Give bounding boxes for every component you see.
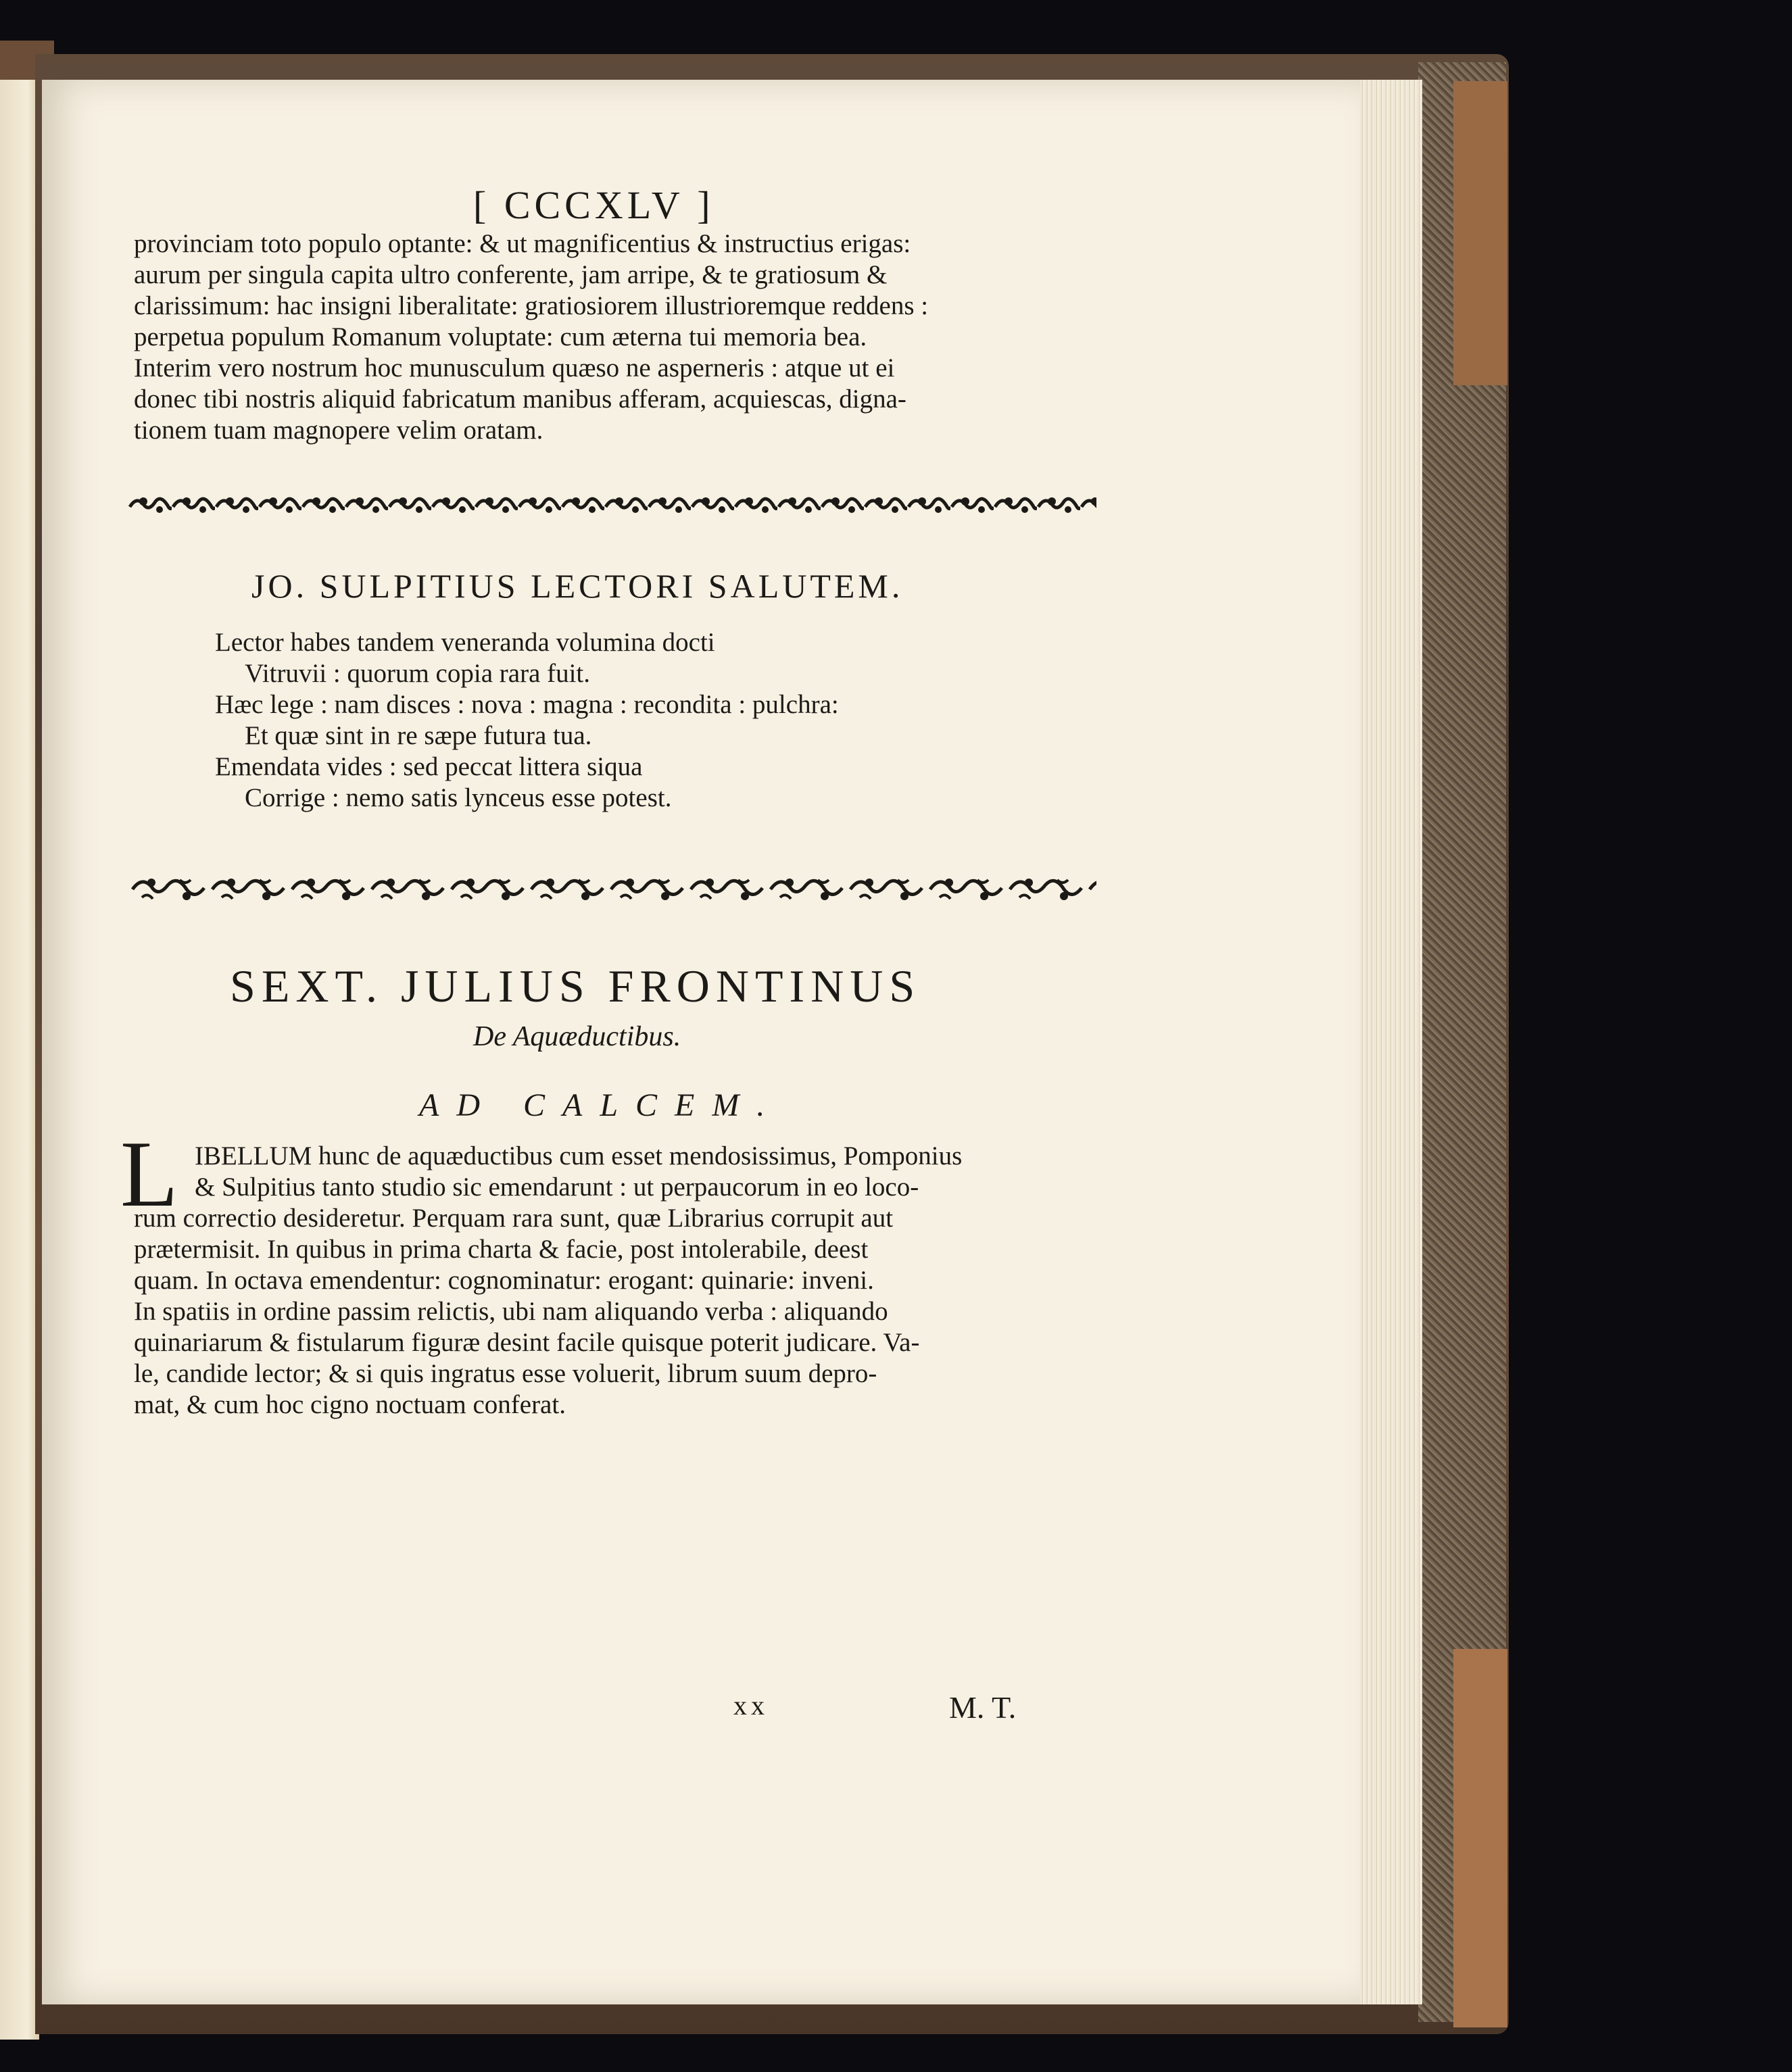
work-title: SEXT. JULIUS FRONTINUS: [230, 960, 921, 1012]
poem-line: Lector habes tandem veneranda volumina docti: [215, 628, 715, 657]
leather-corner-top: [1453, 81, 1507, 385]
section-heading: JO. SULPITIUS LECTORI SALUTEM.: [251, 567, 904, 605]
poem-line: Vitruvii : quorum copia rara fuit.: [245, 659, 591, 688]
poem-line: Et quæ sint in re sæpe futura tua.: [245, 721, 592, 750]
final-line: le, candide lector; & si quis ingratus esse voluerit, librum suum depro-: [134, 1359, 877, 1388]
intro-line: tionem tuam magnopere velim oratam.: [134, 416, 543, 445]
page-edges: [1360, 80, 1422, 2004]
facing-page-edge: [0, 80, 39, 2040]
intro-line: perpetua populum Romanum voluptate: cum æterna tui memoria bea.: [134, 322, 867, 351]
final-line: IBELLUM hunc de aquæductibus cum esset mendosissimus, Pomponius: [195, 1141, 963, 1170]
poem-line: Corrige : nemo satis lynceus esse potest.: [245, 783, 672, 812]
final-line: quinariarum & fistularum figuræ desint facile quisque poterit judicare. Va-: [134, 1328, 920, 1357]
leather-corner-bottom: [1453, 1649, 1507, 2027]
final-line: In spatiis in ordine passim relictis, ubi nam aliquando verba : aliquando: [134, 1297, 888, 1326]
catchword: M. T.: [949, 1690, 1017, 1725]
final-line: prætermisit. In quibus in prima charta & facie, post intolerabile, deest: [134, 1235, 869, 1264]
work-subtitle: De Aquæductibus.: [473, 1021, 681, 1052]
final-line: mat, & cum hoc cigno noctuam conferat.: [134, 1390, 566, 1419]
intro-line: Interim vero nostrum hoc munusculum quæso ne asperneris : atque ut ei: [134, 353, 895, 383]
ornament-band-2: [128, 873, 1096, 906]
final-line: & Sulpitius tanto studio sic emendarunt : ut perpaucorum in eo loco-: [195, 1173, 919, 1202]
intro-line: clarissimum: hac insigni liberalitate: gratiosiorem illustrioremque reddens :: [134, 291, 929, 320]
intro-line: donec tibi nostris aliquid fabricatum manibus afferam, acquiescas, digna-: [134, 385, 906, 414]
ornament-band-1: [128, 492, 1096, 518]
intro-line: aurum per singula capita ultro conferente, jam arripe, & te gratiosum &: [134, 260, 888, 289]
signature-mark: xx: [733, 1690, 769, 1721]
drop-cap: L: [120, 1122, 178, 1227]
poem-line: Emendata vides : sed peccat littera siqua: [215, 752, 643, 781]
final-line: quam. In octava emendentur: cognominatur: erogant: quinarie: inveni.: [134, 1266, 874, 1295]
page-header: [ CCCXLV ]: [473, 183, 715, 227]
poem-line: Hæc lege : nam disces : nova : magna : recondita : pulchra:: [215, 690, 839, 719]
final-line: rum correctio desideretur. Perquam rara sunt, quæ Librarius corrupit aut: [134, 1204, 894, 1233]
ad-calcem-heading: AD CALCEM.: [419, 1087, 783, 1123]
intro-line: provinciam toto populo optante: & ut magnificentius & instructius erigas:: [134, 229, 911, 258]
